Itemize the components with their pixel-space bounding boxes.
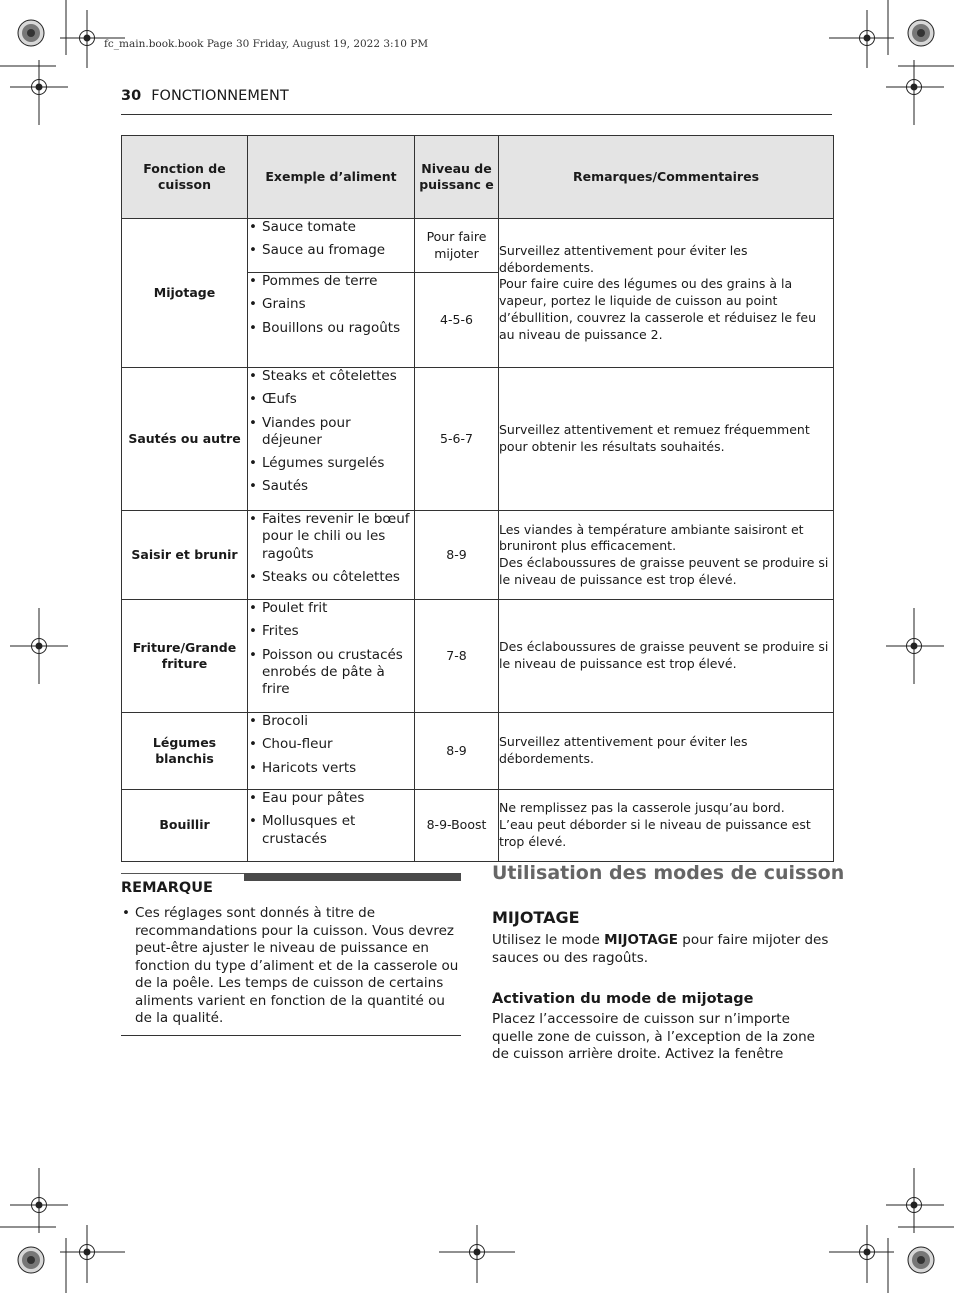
- activation-heading: Activation du mode de mijotage: [492, 991, 754, 1007]
- note-line: L’eau peut déborder si le niveau de puissance est trop élevé.: [499, 817, 811, 849]
- foods-cell: [248, 273, 415, 368]
- column-header: Exemple d’aliment: [248, 136, 415, 219]
- food-item: • Œufs: [248, 391, 414, 408]
- remark-text: Ces réglages sont donnés à titre de recommandations pour la cuisson. Vous devrez peut-être ajuster le niveau de puissance en fonction du type d’aliment et de la casserole ou de la poêle. Les temps de cuisson de certains aliments varient en fonction de la quantité ou de la qualité.: [135, 905, 459, 1027]
- note-line: Des éclaboussures de graisse peuvent se produire si le niveau de puissance est trop élevé.: [499, 555, 829, 587]
- food-item: • Chou-fleur: [248, 736, 414, 753]
- note-line: Surveillez attentivement pour éviter les débordements.: [499, 734, 748, 766]
- section-title: FONCTIONNEMENT: [151, 88, 289, 104]
- note-line: Surveillez attentivement pour éviter les débordements.: [499, 242, 748, 275]
- remark-top-rule: [121, 873, 244, 874]
- foods-cell: [248, 219, 415, 273]
- table-row: [122, 511, 834, 600]
- foods-cell: [248, 790, 415, 862]
- note-line: Ne remplissez pas la casserole jusqu’au bord.: [499, 800, 785, 816]
- notes-cell: [499, 713, 834, 790]
- remark-title: REMARQUE: [121, 880, 213, 896]
- food-item: • Poisson ou crustacés enrobés de pâte à frire: [248, 647, 414, 699]
- remark-top-bar: [244, 873, 461, 881]
- power-level-cell: 8-9: [415, 511, 499, 600]
- table-row: [122, 790, 834, 862]
- notes-cell: [499, 368, 834, 511]
- food-item: • Sautés: [248, 478, 414, 495]
- function-cell: Mijotage: [122, 219, 248, 368]
- mode-intro: [492, 932, 832, 967]
- table-row: [122, 600, 834, 713]
- notes-cell: [499, 511, 834, 600]
- foods-cell: [248, 713, 415, 790]
- power-level-cell: 7-8: [415, 600, 499, 713]
- food-item: • Steaks et côtelettes: [248, 368, 414, 385]
- note-line: Pour faire cuire des légumes ou des grains à la vapeur, portez le liquide de cuisson au point d’ébullition, couvrez la casserole et réduisez le feu au niveau de puissance 2.: [499, 276, 817, 342]
- remark-bottom-rule: [121, 1035, 461, 1036]
- function-cell: Sautés ou autre: [122, 368, 248, 511]
- food-item: • Légumes surgelés: [248, 455, 414, 472]
- function-cell: Bouillir: [122, 790, 248, 862]
- food-item: • Pommes de terre: [248, 273, 414, 290]
- print-slug: fc_main.book.book Page 30 Friday, August 19, 2022 3:10 PM: [104, 38, 429, 50]
- function-cell: Friture/Grande friture: [122, 600, 248, 713]
- foods-cell: [248, 511, 415, 600]
- notes-cell: [499, 219, 834, 368]
- food-item: • Grains: [248, 296, 414, 313]
- food-item: • Viandes pour déjeuner: [248, 415, 414, 450]
- column-header: Niveau de puissanc e: [415, 136, 499, 219]
- note-line: Des éclaboussures de graisse peuvent se produire si le niveau de puissance est trop élevé.: [499, 639, 829, 671]
- mode-heading: MIJOTAGE: [492, 908, 580, 927]
- power-level-cell: 8-9-Boost: [415, 790, 499, 862]
- bullet: •: [122, 905, 130, 921]
- function-cell: Saisir et brunir: [122, 511, 248, 600]
- notes-cell: [499, 790, 834, 862]
- note-line: Surveillez attentivement et remuez fréquemment pour obtenir les résultats souhaités.: [499, 422, 810, 454]
- foods-cell: [248, 600, 415, 713]
- power-level-cell: 5-6-7: [415, 368, 499, 511]
- table-row: [122, 219, 834, 273]
- power-level-cell: 4-5-6: [415, 273, 499, 368]
- food-item: • Poulet frit: [248, 600, 414, 617]
- intro-text: pour faire mijoter des sauces ou des ragoûts.: [492, 932, 829, 966]
- foods-cell: [248, 368, 415, 511]
- page-header: [121, 88, 832, 115]
- table-row: [122, 713, 834, 790]
- food-item: • Brocoli: [248, 713, 414, 730]
- column-header: Fonction de cuisson: [122, 136, 248, 219]
- cooking-functions-table: [121, 135, 834, 862]
- table-header-row: [122, 136, 834, 219]
- remark-item: [121, 905, 461, 1028]
- food-item: • Eau pour pâtes: [248, 790, 414, 807]
- notes-cell: [499, 600, 834, 713]
- note-line: Les viandes à température ambiante saisiront et bruniront plus efficacement.: [499, 521, 804, 554]
- food-item: • Mollusques et crustacés: [248, 813, 414, 848]
- food-item: • Frites: [248, 623, 414, 640]
- column-header: Remarques/Commentaires: [499, 136, 834, 219]
- activation-text: Placez l’accessoire de cuisson sur n’importe quelle zone de cuisson, à l’exception de la zone de cuisson arrière droite. Activez la fenêtre: [492, 1011, 815, 1063]
- food-item: • Faites revenir le bœuf pour le chili ou les ragoûts: [248, 511, 414, 563]
- intro-text: Utilisez le mode: [492, 932, 605, 948]
- food-item: • Steaks ou côtelettes: [248, 569, 414, 586]
- power-level-cell: 8-9: [415, 713, 499, 790]
- food-item: • Sauce au fromage: [248, 242, 414, 259]
- section-heading: Utilisation des modes de cuisson: [492, 862, 845, 884]
- table-row: [122, 368, 834, 511]
- food-item: • Bouillons ou ragoûts: [248, 320, 414, 337]
- intro-bold: MIJOTAGE: [604, 932, 678, 948]
- food-item: • Haricots verts: [248, 760, 414, 777]
- function-cell: Légumes blanchis: [122, 713, 248, 790]
- power-level-cell: Pour faire mijoter: [415, 219, 499, 273]
- page-number: 30: [121, 88, 142, 104]
- food-item: • Sauce tomate: [248, 219, 414, 236]
